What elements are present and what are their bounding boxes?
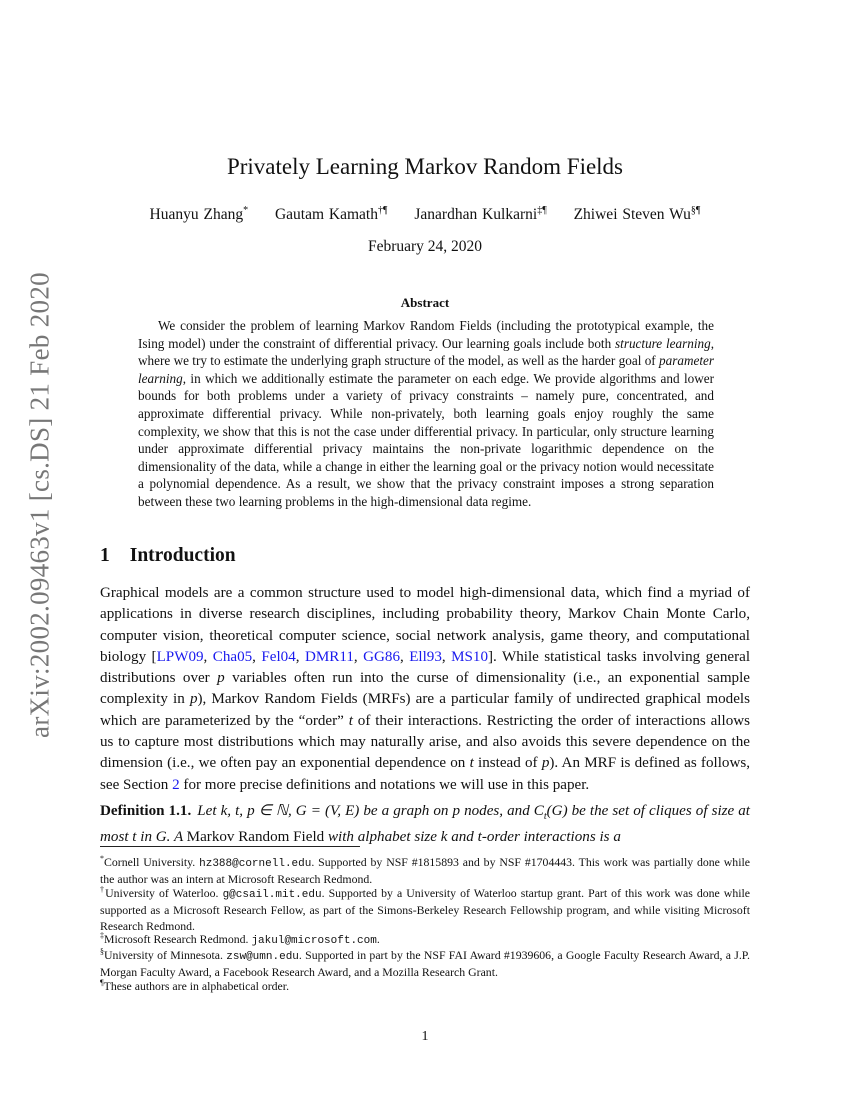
math-var: t — [348, 712, 353, 729]
abstract-part: , in which we additionally estimate the parameter on each edge. We provide algorithms and lower bounds for both problems under a variety of privacy constraints – namely pure, concentrated, and approximate differential privacy. While non-privately, both learning goals enjoy roughly the same complexity, we show that this is not the case under differential privacy. In particular, only structure learning under approximate differential privacy maintains the non-private logarithmic dependence on the dimensionality of the data, while a change in either the learning goal or the privacy notion would necessitate a polynomial dependence. As a result, we show that the privacy constraint imposes a strong separation between these two learning problems in the high-dimensional data regime. — [138, 370, 714, 509]
citation-list: LPW09, Cha05, Fel04, DMR11, GG86, Ell93, MS10 — [156, 648, 489, 665]
footnote-text: These authors are in alphabetical order. — [103, 978, 290, 993]
citation-link[interactable]: Cha05 — [212, 648, 253, 665]
author-list — [100, 205, 750, 224]
author — [414, 206, 546, 223]
intro-text: ). An MRF is defined as follows, see Section — [100, 755, 750, 793]
author-name: Huanyu Zhang — [149, 206, 244, 224]
abstract-heading: Abstract — [400, 295, 450, 310]
intro-text: ), Markov Random Fields (MRFs) are a particular family of undirected graphical models which are parameterized by the “order” — [100, 691, 750, 729]
author-name: Janardhan Kulkarni — [414, 206, 538, 224]
footnote-text: University of Waterloo. — [105, 885, 223, 900]
footnote — [100, 882, 750, 934]
definition-text: (G) be the set of cliques of size at most t in G. A — [100, 803, 750, 846]
abstract-emphasis: structure learning — [615, 335, 711, 351]
author-mark: †¶ — [377, 205, 388, 216]
author-name: Gautam Kamath — [274, 206, 378, 224]
abstract-part: We consider the problem of learning Markov Random Fields (including the prototypical example, the Ising model) under the constraint of differential privacy. Our learning goals include both — [138, 318, 714, 351]
abstract-emphasis: parameter learning — [138, 353, 714, 386]
math-var: p — [189, 691, 198, 708]
arxiv-identifier[interactable]: arXiv:2002.09463v1 [cs.DS] 21 Feb 2020 — [24, 272, 55, 738]
footnote-rule — [100, 846, 360, 847]
author-mark: ‡¶ — [537, 205, 547, 216]
footnote-mark: § — [100, 947, 104, 956]
author-name: Zhiwei Steven Wu — [573, 206, 691, 224]
footnote-text: . Supported by a University of Waterloo startup grant. Part of this work was done while supported as a Microsoft Research Fellow, as part of the Simons-Berkeley Research Fellowship program, and while visiting Microsoft Research Redmond. — [100, 885, 751, 933]
footnote-text: University of Minnesota. — [104, 947, 227, 962]
abstract-text — [138, 317, 714, 511]
math-var: t — [469, 755, 474, 772]
page-number: 1 — [421, 1029, 429, 1044]
paper-date: February 24, 2020 — [367, 238, 483, 255]
definition-term: Markov Random Field — [186, 829, 325, 846]
intro-text: Graphical models are a common structure used to model high-dimensional data, which find a myriad of applications in diverse research disciplines, including probability theory, Markov Chain Monte Carlo, computer vision, theoretical computer science, social network analysis, game theory, and computational biology [ — [100, 585, 750, 665]
footnote-mark: ¶ — [100, 978, 104, 987]
footnote-mark: ‡ — [100, 931, 104, 940]
definition-text: Let k, t, p ∈ ℕ, G = (V, E) be a graph on p nodes, and C — [197, 803, 544, 819]
intro-text: variables often run into the curse of dimensionality (i.e., an exponential sample complexity in — [100, 670, 751, 708]
section-reference-link[interactable]: 2 — [172, 776, 180, 793]
author — [574, 206, 701, 223]
citation-link[interactable]: MS10 — [451, 648, 489, 665]
citation-link[interactable]: LPW09 — [156, 648, 204, 665]
definition-block — [100, 801, 750, 849]
abstract-part: , where we try to estimate the underlying graph structure of the model, as well as the harder goal of — [138, 335, 714, 369]
footnote-email: zsw@umn.edu — [226, 950, 299, 963]
footnote — [100, 975, 750, 994]
section-title: Introduction — [129, 545, 236, 566]
section-number: 1 — [100, 545, 110, 566]
author — [150, 206, 249, 223]
intro-text: of their interactions. Restricting the order of interactions allows us to capture most distributions which may naturally arise, and also avoids this severe dependence on the dimension (i.e., we often pay an exponential dependence on — [100, 712, 751, 772]
footnote-email: g@csail.mit.edu — [222, 888, 322, 901]
footnote-text: Cornell University. — [104, 854, 200, 869]
intro-text: for more precise definitions and notations we will use in this paper. — [179, 776, 590, 793]
footnote-text: Microsoft Research Redmond. — [104, 931, 252, 946]
author — [275, 206, 388, 223]
section-heading — [100, 545, 236, 567]
math-var: p — [217, 670, 225, 687]
footnote-email: jakul@microsoft.com — [251, 934, 377, 947]
definition-text: with alphabet size k and t-order interactions is a — [324, 829, 621, 846]
citation-link[interactable]: Ell93 — [409, 648, 442, 665]
footnote-text: . Supported by NSF #1815893 and by NSF #1704443. This work was partially done while the author was an intern at Microsoft Research Redmond. — [100, 854, 751, 887]
intro-text: ]. While statistical tasks involving general distributions over — [100, 648, 751, 687]
citation-link[interactable]: DMR11 — [304, 648, 354, 665]
subscript: t — [543, 811, 547, 823]
author-mark: * — [243, 205, 249, 216]
intro-text: instead of — [473, 755, 542, 772]
footnote-mark: † — [100, 885, 106, 894]
arxiv-sidebar — [0, 0, 80, 1100]
citation-link[interactable]: Fel04 — [261, 648, 296, 665]
math-var: p — [541, 755, 550, 772]
footnote-text: . — [376, 931, 380, 946]
intro-paragraph — [100, 583, 750, 796]
footnote-mark: * — [100, 854, 104, 863]
definition-label: Definition 1.1. — [100, 803, 192, 819]
author-mark: §¶ — [690, 205, 701, 216]
citation-link[interactable]: GG86 — [363, 648, 400, 665]
footnote-text: . Supported in part by the NSF FAI Award #1939606, a Google Faculty Research Award, a J.P. Morgan Faculty Award, a Facebook Research Award, and a Mozilla Research Grant. — [100, 947, 750, 980]
footnote-email: hz388@cornell.edu — [199, 857, 312, 870]
paper-title: Privately Learning Markov Random Fields — [226, 154, 624, 179]
